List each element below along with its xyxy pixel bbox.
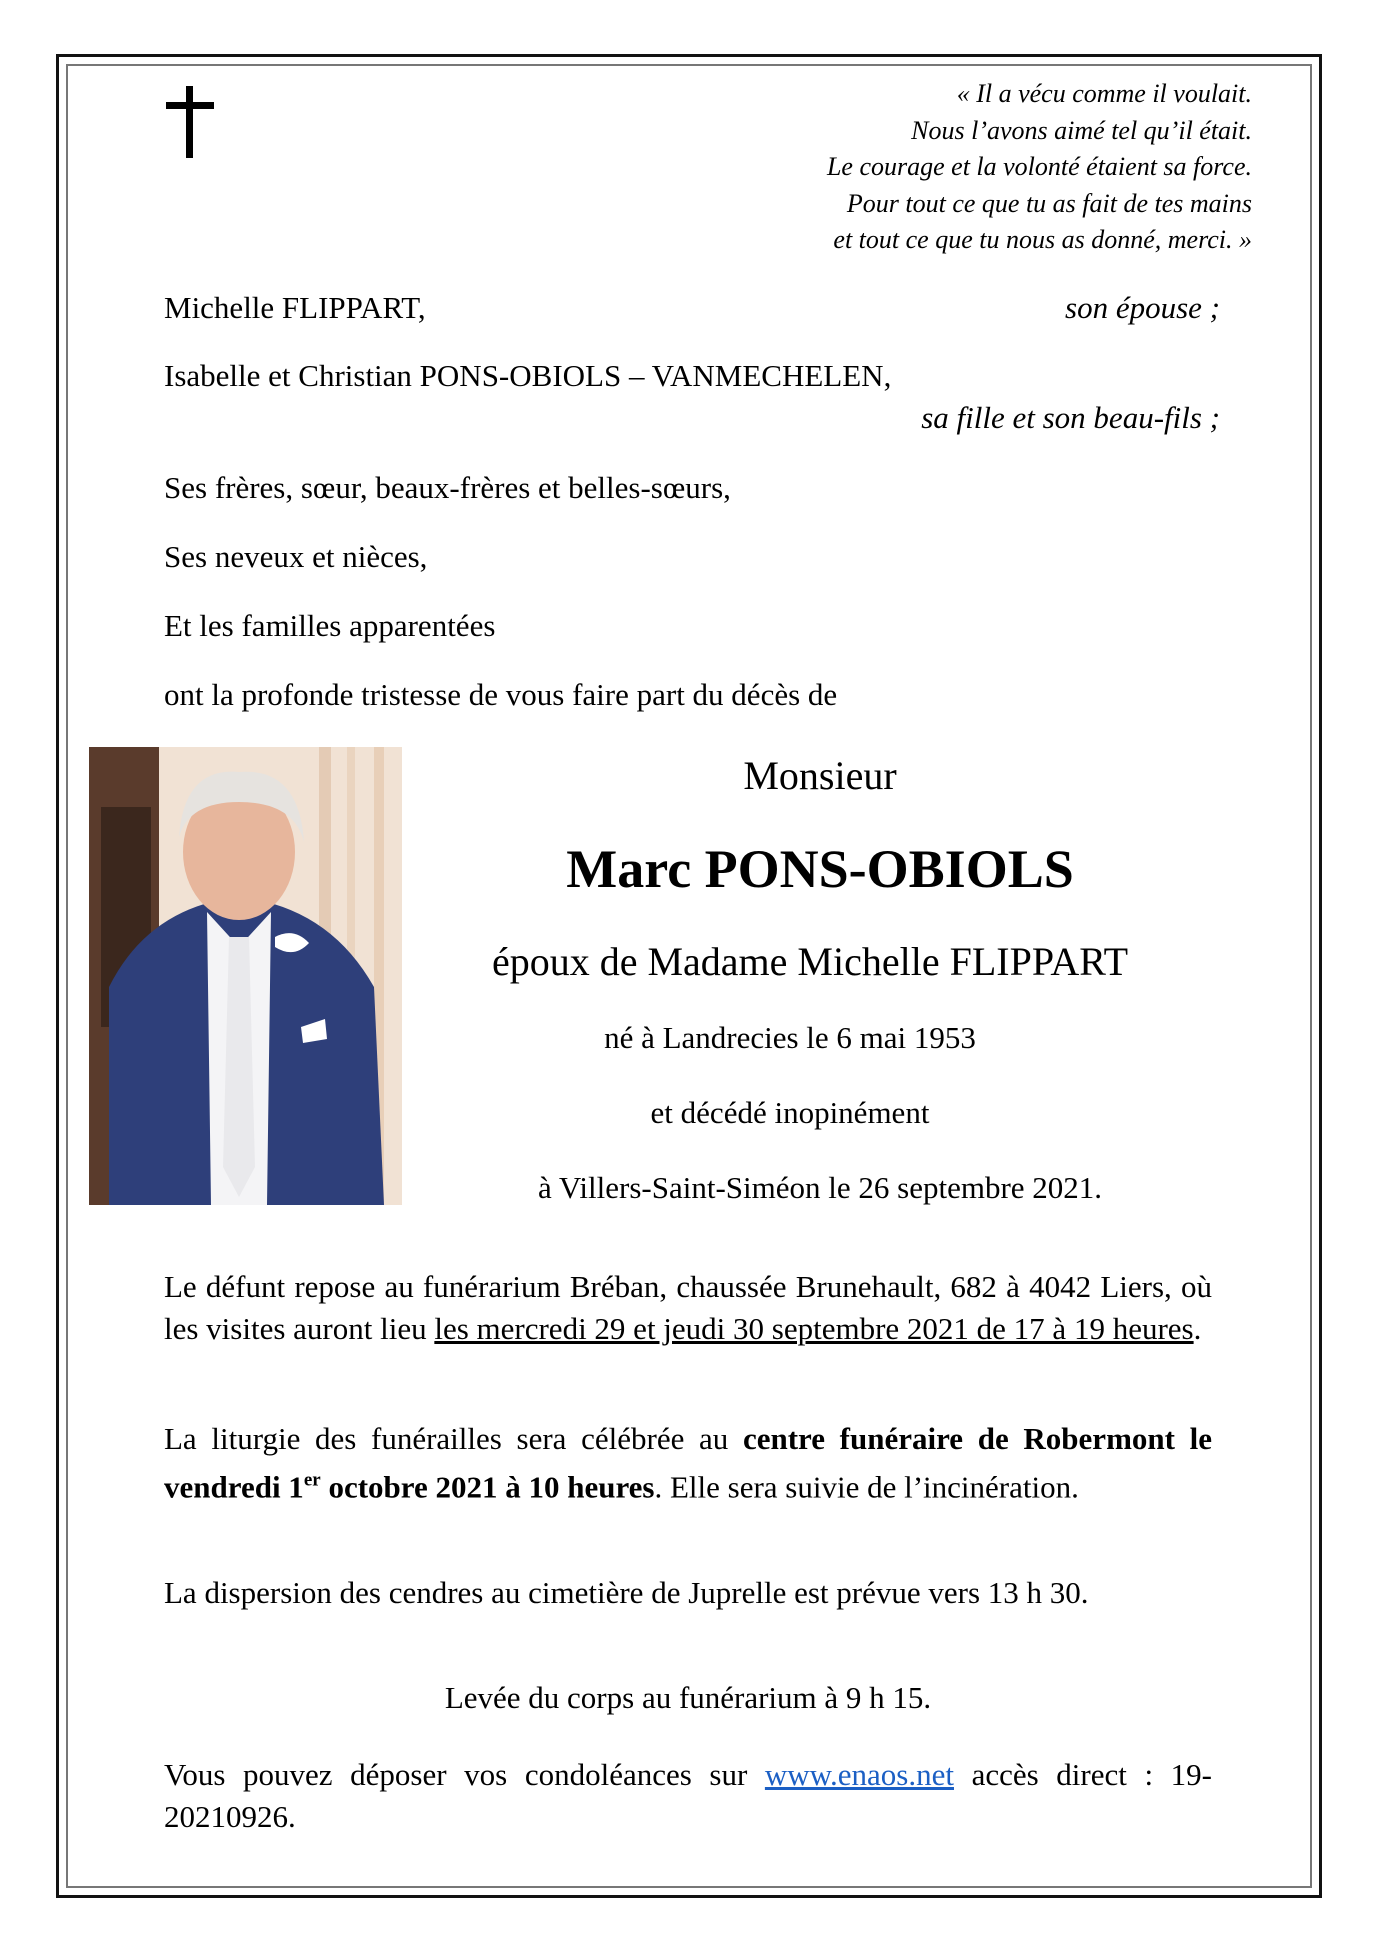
liturgy-end: . Elle sera suivie de l’incinération. bbox=[654, 1469, 1079, 1505]
quote-line: Pour tout ce que tu as fait de tes mains bbox=[846, 188, 1252, 218]
wife-name: Michelle FLIPPART, bbox=[164, 290, 426, 325]
liturgy-place: centre funéraire de Robermont le vendredi 1 bbox=[164, 1421, 1212, 1505]
repose-end: . bbox=[1193, 1311, 1202, 1346]
deceased-title: Monsieur bbox=[743, 753, 897, 798]
liturgy-text: La liturgie des funérailles sera célébrée au bbox=[164, 1421, 743, 1456]
repose-paragraph bbox=[164, 1266, 1212, 1350]
visit-hours: les mercredi 29 et jeudi 30 septembre 2021 de 17 à 19 heures bbox=[434, 1311, 1194, 1346]
dispersion-paragraph: La dispersion des cendres au cimetière de Juprelle est prévue vers 13 h 30. bbox=[164, 1575, 1089, 1610]
quote-line: Le courage et la volonté étaient sa force. bbox=[826, 152, 1252, 181]
quote-line: « Il a vécu comme il voulait. bbox=[956, 79, 1252, 108]
condolences-paragraph bbox=[164, 1754, 1212, 1838]
condolences-link[interactable]: www.enaos.net bbox=[764, 1757, 954, 1792]
portrait-photo bbox=[89, 747, 402, 1205]
nephews-line: Ses neveux et nièces, bbox=[164, 539, 428, 574]
condolences-text: Vous pouvez déposer vos condoléances sur bbox=[164, 1757, 765, 1792]
levee-line: Levée du corps au funérarium à 9 h 15. bbox=[444, 1680, 932, 1715]
death-line-2: à Villers-Saint-Siméon le 26 septembre 2021. bbox=[537, 1170, 1103, 1205]
deceased-name: Marc PONS-OBIOLS bbox=[566, 839, 1074, 899]
daughter-role: sa fille et son beau-fils ; bbox=[921, 400, 1220, 435]
repose-text: Le défunt repose au funérarium Bréban, chaussée Brunehault, 682 à 4042 Liers, où les visites auront lieu bbox=[164, 1269, 1212, 1346]
deceased-spouse: époux de Madame Michelle FLIPPART bbox=[491, 939, 1129, 984]
birth-line: né à Landrecies le 6 mai 1953 bbox=[604, 1020, 976, 1055]
epitaph-quote bbox=[612, 76, 1252, 259]
families-line: Et les familles apparentées bbox=[164, 608, 496, 643]
siblings-line: Ses frères, sœur, beaux-frères et belles-sœurs, bbox=[164, 470, 731, 505]
death-line-1: et décédé inopinément bbox=[650, 1095, 930, 1130]
condolences-end: accès direct : 19-20210926. bbox=[164, 1757, 1212, 1834]
cross-icon bbox=[166, 86, 214, 158]
liturgy-sup: er bbox=[303, 1470, 321, 1491]
announcement-line: ont la profonde tristesse de vous faire part du décès de bbox=[164, 677, 838, 712]
quote-line: Nous l’avons aimé tel qu’il était. bbox=[911, 115, 1252, 145]
liturgy-date: octobre 2021 à 10 heures bbox=[320, 1469, 655, 1505]
portrait-illustration bbox=[89, 747, 402, 1205]
quote-line: et tout ce que tu nous as donné, merci. » bbox=[833, 225, 1252, 254]
wife-role: son épouse ; bbox=[1065, 290, 1220, 325]
daughter-names: Isabelle et Christian PONS-OBIOLS – VANMECHELEN, bbox=[164, 358, 892, 393]
liturgy-paragraph bbox=[164, 1418, 1212, 1508]
